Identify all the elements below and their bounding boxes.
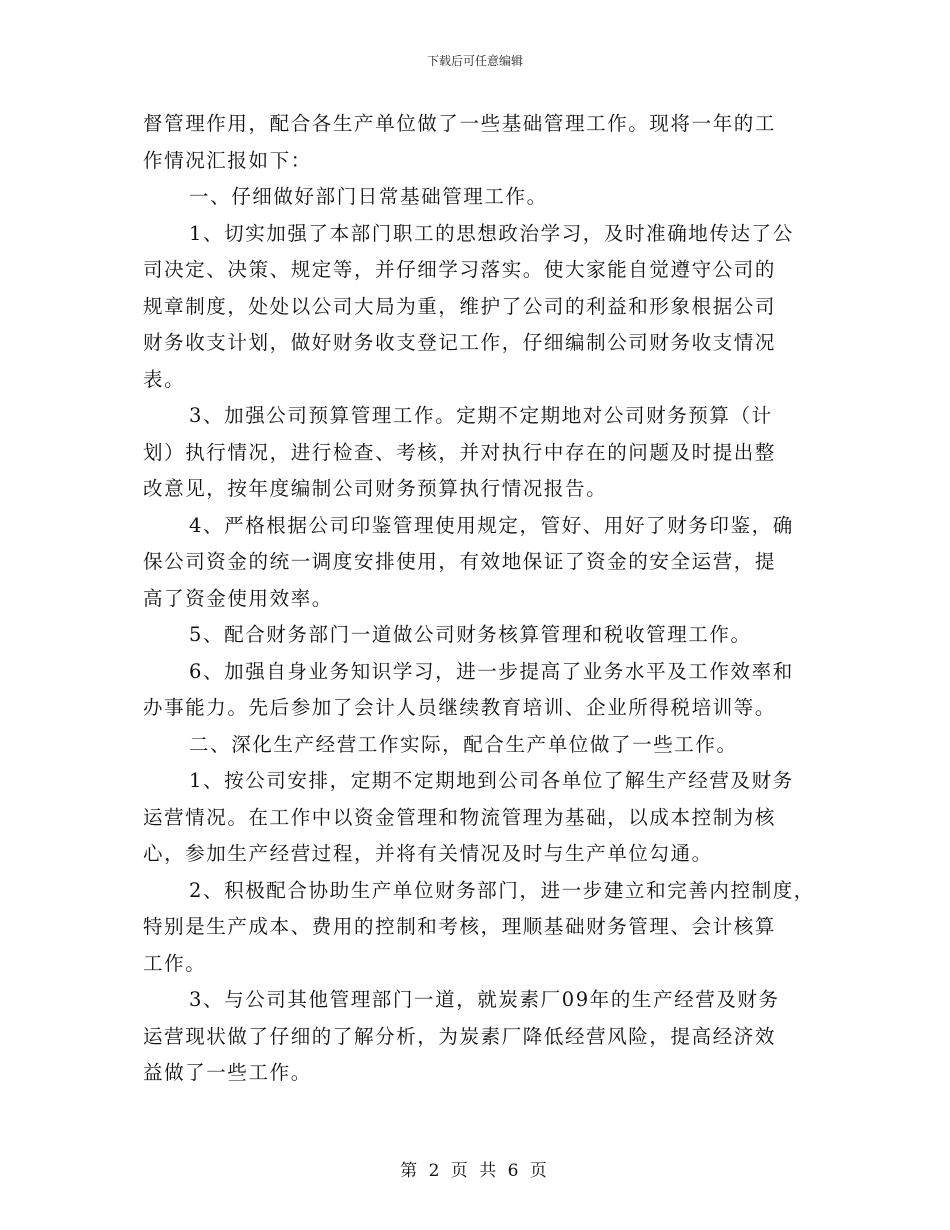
text-line: 益做了一些工作。 [143,1061,312,1084]
text-line: 6、加强自身业务知识学习，进一步提高了业务水平及工作效率和 [189,659,794,683]
text-line: 运营情况。在工作中以资金管理和物流管理为基础，以成本控制为核 [143,805,777,829]
text-line: 作情况汇报如下： [143,148,312,172]
text-line: 一、仔细做好部门日常基础管理工作。 [189,185,548,208]
text-line: 运营现状做了仔细的了解分析，为炭素厂降低经营风险，提高经济效 [143,1024,777,1048]
text-line: 3、加强公司预算管理工作。定期不定期地对公司财务预算（计 [189,404,773,427]
text-line: 表。 [143,367,186,391]
text-line: 划）执行情况，进行检查、考核，并对执行中存在的问题及时提出整 [143,440,777,464]
page-header: 下载后可任意编辑 [426,54,523,68]
text-line: 2、积极配合协助生产单位财务部门，进一步建立和完善内控制度， [189,878,815,902]
text-line: 5、配合财务部门一道做公司财务核算管理和税收管理工作。 [189,623,752,646]
text-line: 办事能力。先后参加了会计人员继续教育培训、企业所得税培训等。 [143,696,777,719]
text-line: 工作。 [143,951,207,975]
text-line: 心，参加生产经营过程，并将有关情况及时与生产单位勾通。 [143,842,713,865]
page-footer: 第 2 页 共 6 页 [400,1161,550,1181]
text-line: 4、严格根据公司印鉴管理使用规定，管好、用好了财务印鉴，确 [189,513,794,537]
text-line: 规章制度，处处以公司大局为重，维护了公司的利益和形象根据公司 [143,294,777,318]
text-line: 1、按公司安排，定期不定期地到公司各单位了解生产经营及财务 [189,769,794,792]
text-line: 1、切实加强了本部门职工的思想政治学习，及时准确地传达了公 [189,221,794,245]
text-line: 保公司资金的统一调度安排使用，有效地保证了资金的安全运营，提 [143,550,777,573]
text-line: 3、与公司其他管理部门一道，就炭素厂09年的生产经营及财务 [189,988,780,1011]
document-body [143,106,815,1092]
text-line: 督管理作用，配合各生产单位做了一些基础管理工作。现将一年的工 [143,112,777,135]
text-line: 二、深化生产经营工作实际，配合生产单位做了一些工作。 [189,732,738,756]
text-line: 改意见，按年度编制公司财务预算执行情况报告。 [143,477,608,500]
text-line: 财务收支计划，做好财务收支登记工作，仔细编制公司财务收支情况 [143,331,777,354]
text-line: 司决定、决策、规定等，并仔细学习落实。使大家能自觉遵守公司的 [143,258,777,281]
text-line: 高了资金使用效率。 [143,586,333,610]
text-line: 特别是生产成本、费用的控制和考核，理顺基础财务管理、会计核算 [143,915,777,938]
